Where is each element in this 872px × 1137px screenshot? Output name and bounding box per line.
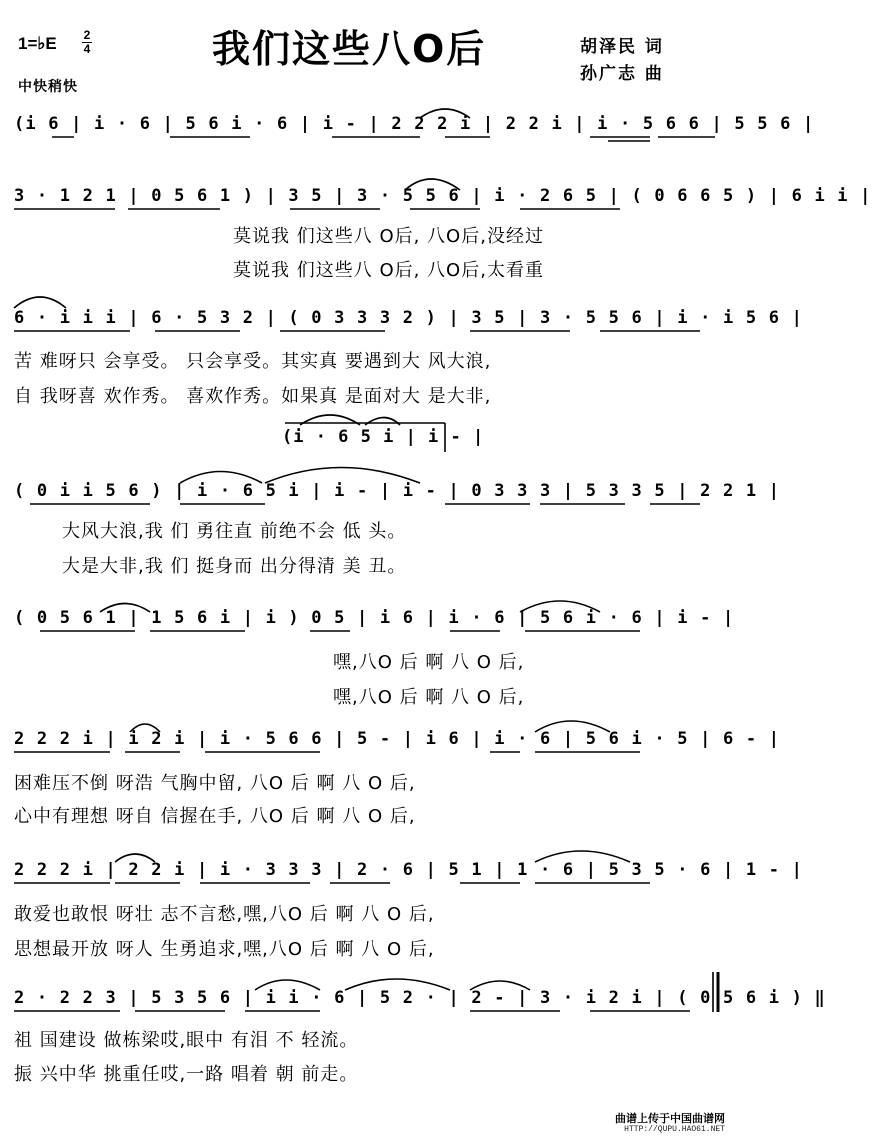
system-7-notes: 2 2 2 i | 2 2 i | i · 3 3 3 | 2 · 6 | 5 1 | 1 · 6 | 5 3 5 · 6 | 1 - | [14, 860, 804, 880]
slur [130, 721, 610, 732]
system-7-lyric-verse-1: 敢爱也敢恨 呀壮 志不言愁,嘿,八O 后 啊 八 O 后, [14, 904, 435, 925]
key-signature: 1=♭E [18, 34, 57, 53]
slur [100, 601, 600, 612]
system-6-lyric-verse-1: 困难压不倒 呀浩 气胸中留, 八O 后 啊 八 O 后, [14, 773, 416, 794]
system-8-lyric-verse-1: 祖 国建设 做栋梁哎,眼中 有泪 不 轻流。 [14, 1030, 359, 1051]
meter-top: 2 [83, 28, 91, 42]
slur [405, 179, 460, 190]
system-8-lyric-verse-2: 振 兴中华 挑重任哎,一路 唱着 朝 前走。 [14, 1064, 359, 1085]
system-2-notes: 3 · 1 2 1 | 0 5 6 1 ) | 3 5 | 3 · 5 5 6 | i · 2 6 5 | ( 0 6 6 5 ) | 6 i i | [14, 186, 872, 206]
slur [14, 297, 66, 308]
system-6-notes: 2 2 2 i | i 2 i | i · 5 6 6 | 5 - | i 6 | i · 6 | 5 6 i · 5 | 6 - | [14, 729, 781, 749]
meter-bottom: 4 [83, 42, 91, 56]
system-3-lyric-verse-1: 苦 难呀只 会享受。 只会享受。其实真 要遇到大 风大浪, [14, 351, 492, 372]
lyricist-credit: 胡泽民 词 [580, 37, 664, 57]
system-3-lyric-verse-2: 自 我呀喜 欢作秀。 喜欢作秀。如果真 是面对大 是大非, [14, 386, 492, 407]
system-4-notes: ( 0 i i 5 6 ) | i · 6 5 i | i - | i - | 0 3 3 3 | 5 3 3 5 | 2 2 1 | [14, 481, 781, 501]
system-7-lyric-verse-2: 思想最开放 呀人 生勇追求,嘿,八O 后 啊 八 O 后, [14, 939, 435, 960]
song-title: 我们这些八O后 [212, 27, 487, 71]
system-4-lyric-verse-1: 大风大浪,我 们 勇往直 前绝不会 低 头。 [62, 521, 407, 542]
system-2-lyric-verse-2: 莫说我 们这些八 O后, 八O后,太看重 [233, 260, 544, 281]
system-6-lyric-verse-2: 心中有理想 呀自 信握在手, 八O 后 啊 八 O 后, [14, 806, 416, 827]
composer-credit: 孙广志 曲 [580, 64, 664, 84]
slur [115, 851, 630, 862]
system-5-lyric-verse-2: 嘿,八O 后 啊 八 O 后, [333, 687, 525, 708]
system-1-notes: (i 6 | i · 6 | 5 6 i · 6 | i - | 2 2 2 i | 2 2 i | i · 5 6 6 | 5 5 6 | [14, 114, 815, 134]
slur [255, 979, 530, 990]
system-8-notes: 2 · 2 2 3 | 5 3 5 6 | i i · 6 | 5 2 · | 2 - | 3 · i 2 i | ( 0 5 6 i ) ‖ [14, 988, 826, 1008]
system-5-notes: ( 0 5 6 1 | 1 5 6 i | i ) 0 5 | i 6 | i · 6 | 5 6 i · 6 | i - | [14, 608, 735, 628]
system-4-lyric-verse-2: 大是大非,我 们 挺身而 出分得清 美 丑。 [62, 556, 407, 577]
system-4-ossia: (i · 6 5 i | i - | [282, 427, 485, 447]
slur [420, 109, 470, 118]
system-2-lyric-verse-1: 莫说我 们这些八 O后, 八O后,没经过 [233, 226, 544, 247]
site-url: HTTP://QUPU.HAO61.NET [624, 1125, 725, 1134]
site-watermark: 曲谱上传于中国曲谱网 [615, 1112, 725, 1125]
ossia-bracket [285, 423, 445, 452]
system-3-notes: 6 · i i i | 6 · 5 3 2 | ( 0 3 3 3 2 ) | 3 5 | 3 · 5 5 6 | i · i 5 6 | [14, 308, 804, 328]
slur [180, 468, 420, 484]
tempo-marking: 中快稍快 [18, 79, 78, 95]
system-5-lyric-verse-1: 嘿,八O 后 啊 八 O 后, [333, 652, 525, 673]
